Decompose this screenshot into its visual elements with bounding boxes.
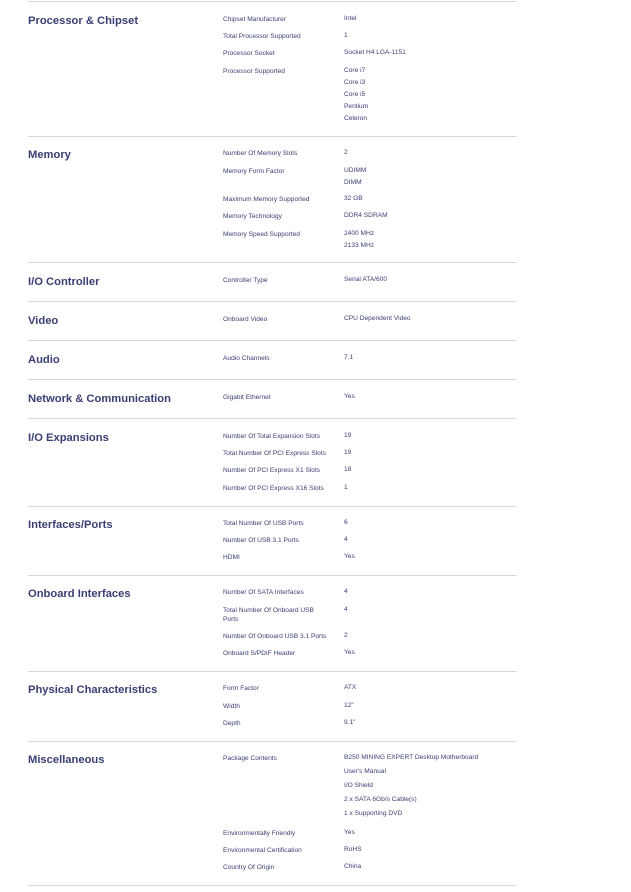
section-title-memory: Memory (28, 149, 71, 161)
spec-label: Controller Type (223, 277, 268, 284)
spec-label: Number Of PCI Express X1 Slots (223, 467, 321, 474)
section-divider (28, 671, 517, 672)
spec-value: 4 (344, 536, 348, 543)
section-divider (28, 301, 517, 302)
section-title-io-expansions: I/O Expansions (28, 432, 109, 444)
spec-value: Core i7 Core i3 Core i5 Pentium Celeron (344, 67, 369, 122)
section-title-physical-characteristics: Physical Characteristics (28, 684, 158, 696)
spec-label: Number Of Memory Slots (223, 150, 298, 157)
section-title-interfaces-ports: Interfaces/Ports (28, 519, 113, 531)
spec-label: Processor Socket (223, 50, 275, 57)
section-title-network-communication: Network & Communication (28, 393, 171, 405)
spec-label: Total Number Of USB Ports (223, 520, 304, 527)
spec-label: Memory Technology (223, 213, 282, 220)
spec-value: Serial ATA/600 (344, 276, 388, 283)
spec-label: Form Factor (223, 685, 259, 692)
section-divider (28, 506, 517, 507)
section-title-io-controller: I/O Controller (28, 276, 100, 288)
spec-value: 2 (344, 149, 348, 156)
spec-value: Socket H4 LGA-1151 (344, 49, 406, 56)
spec-value: Intel (344, 15, 357, 22)
spec-label: Number Of Total Expansion Slots (223, 433, 320, 440)
spec-value: 2400 MHz 2133 MHz (344, 230, 375, 249)
spec-value: 1 (344, 484, 348, 491)
spec-value: China (344, 863, 362, 870)
spec-value: DDR4 SDRAM (344, 212, 388, 219)
spec-label: Gigabit Ethernet (223, 394, 271, 401)
spec-value: 4 (344, 588, 348, 595)
section-title-processor-chipset: Processor & Chipset (28, 15, 139, 27)
section-title-video: Video (28, 315, 59, 327)
spec-label: Total Number Of Onboard USB Ports (223, 607, 314, 623)
spec-value: ATX (344, 684, 357, 691)
section-divider (28, 262, 517, 263)
spec-value: CPU Dependent Video (344, 315, 411, 322)
spec-label: Total Number Of PCI Express Slots (223, 450, 326, 457)
spec-value: 4 (344, 606, 348, 613)
spec-value: 12" (344, 702, 354, 709)
spec-value: 19 (344, 432, 352, 439)
section-title-audio: Audio (28, 354, 60, 366)
spec-label: Number Of PCI Express X16 Slots (223, 485, 324, 492)
spec-label: Environmentally Friendly (223, 830, 296, 837)
spec-value: 1 (344, 32, 348, 39)
spec-label: Total Processor Supported (223, 33, 301, 40)
section-title-onboard-interfaces: Onboard Interfaces (28, 588, 131, 600)
section-divider (28, 340, 517, 341)
spec-value: 6 (344, 519, 348, 526)
section-title-miscellaneous: Miscellaneous (28, 754, 105, 766)
spec-label: Onboard Video (223, 316, 268, 323)
section-divider (28, 575, 517, 576)
spec-label: Width (223, 703, 240, 710)
spec-label: Number Of Onboard USB 3.1 Ports (223, 633, 327, 640)
spec-label: Maximum Memory Supported (223, 196, 310, 203)
spec-value: Yes (344, 829, 355, 836)
section-divider (28, 1, 517, 2)
spec-value: Yes (344, 393, 355, 400)
spec-label: Onboard S/PDIF Header (223, 650, 296, 657)
section-divider (28, 885, 517, 886)
section-divider (28, 741, 517, 742)
spec-label: Number Of USB 3.1 Ports (223, 537, 299, 544)
spec-label: Package Contents (223, 755, 277, 762)
spec-label: HDMI (223, 554, 240, 561)
spec-value: UDIMM DIMM (344, 167, 367, 186)
spec-label: Country Of Origin (223, 864, 275, 871)
spec-value: RoHS (344, 846, 362, 853)
spec-label: Number Of SATA Interfaces (223, 589, 304, 596)
spec-label: Memory Form Factor (223, 168, 285, 175)
spec-value: 32 GB (344, 195, 363, 202)
spec-label: Processor Supported (223, 68, 285, 75)
spec-label: Audio Channels (223, 355, 270, 362)
spec-value: Yes (344, 553, 355, 560)
section-divider (28, 379, 517, 380)
spec-value: 2 (344, 632, 348, 639)
spec-value: Yes (344, 649, 355, 656)
section-divider (28, 418, 517, 419)
spec-label: Chipset Manufacturer (223, 16, 287, 23)
spec-value: B250 MINING EXPERT Desktop Motherboard User's Manual I/O Shield 2 x SATA 6Gb/s Cable(s) 1 x Supporting DVD (344, 754, 479, 817)
spec-label: Depth (223, 720, 241, 727)
section-divider (28, 136, 517, 137)
spec-value: 9.1" (344, 719, 356, 726)
spec-value: 7.1 (344, 354, 354, 361)
spec-label: Memory Speed Supported (223, 231, 300, 238)
spec-value: 19 (344, 449, 352, 456)
spec-value: 18 (344, 466, 352, 473)
spec-label: Environmental Certification (223, 847, 302, 854)
